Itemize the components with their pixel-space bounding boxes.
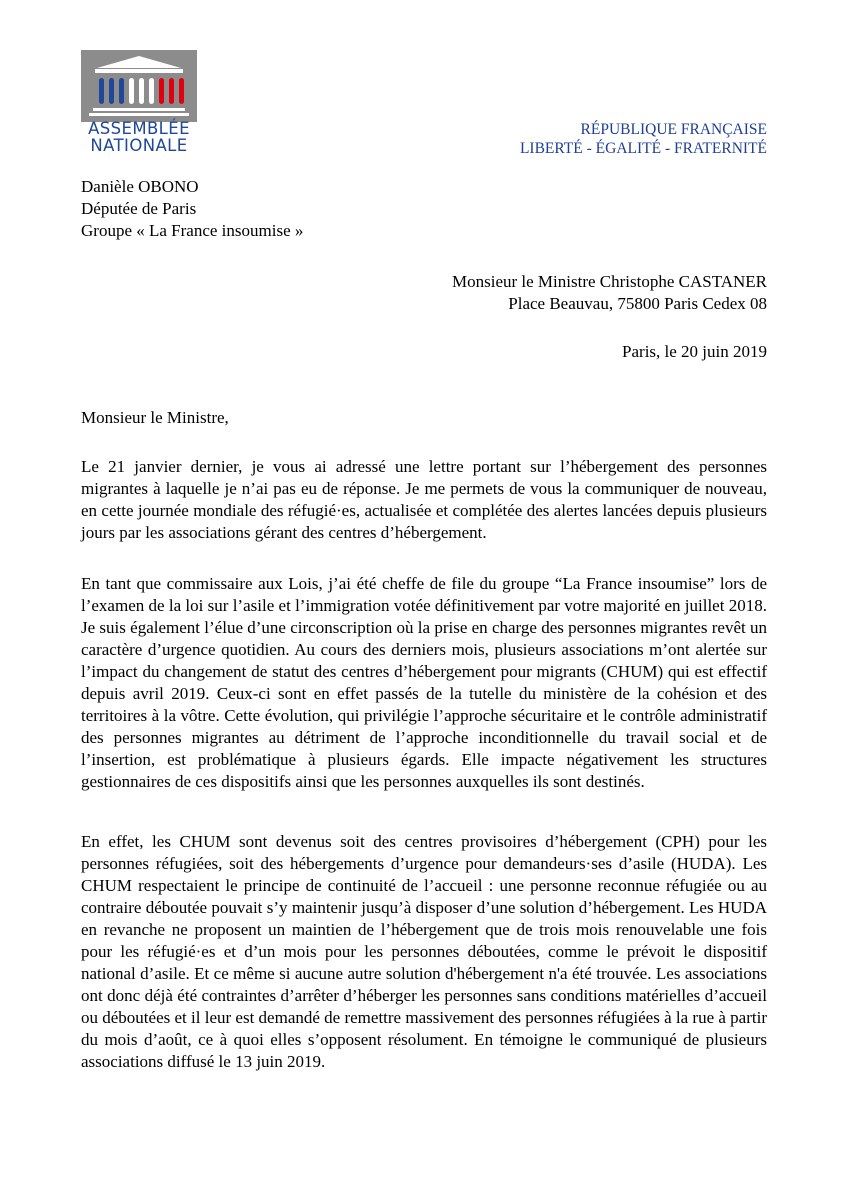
sender-name: Danièle OBONO (81, 177, 199, 196)
logo-line-2: NATIONALE (90, 136, 188, 155)
body-paragraph-1: Le 21 janvier dernier, je vous ai adressé une lettre portant sur l’hébergement des personnes migrantes à laquelle je n’ai pas eu de réponse. Je me permets de vous la communiquer de nouveau, en cette journée mondiale des réfugié·es, actualisée et complétée des alertes lancées depuis plusieurs jours par les associations gérant des centres d’hébergement. (81, 457, 767, 542)
salutation: Monsieur le Ministre, (81, 408, 229, 427)
body-paragraph-3: En effet, les CHUM sont devenus soit des centres provisoires d’hébergement (CPH) pour les personnes réfugiées, soit des hébergements d’urgence pour demandeurs·ses d’asile (HUDA). Les CHUM respectaient le principe de continuité de l’accueil : une personne reconnue réfugiée ou au contraire déboutée pouvait s’y maintenir jusqu’à disposer d’une solution d’hébergement. Les HUDA en revanche ne proposent un maintien de l’hébergement que de trois mois renouvelable une fois pour les réfugié·es et d’un mois pour les personnes déboutées, comme le prévoit le dispositif national d’asile. Et ce même si aucune autre solution d'hébergement n'a été trouvée. Les associations ont donc déjà été contraintes d’arrêter d’héberger les personnes sans conditions matérielles d’accueil ou déboutées et il leur est demandé de remettre massivement des personnes réfugiées à la rue à partir du mois d’août, ce à quoi elles s’opposent résolument. En témoigne le communiqué de plusieurs associations diffusé le 13 juin 2019. (81, 832, 767, 1071)
assemblee-emblem-icon (81, 50, 197, 122)
sender-block (81, 176, 303, 242)
recipient-block (452, 271, 767, 315)
republic-header (520, 120, 767, 158)
republic-title: RÉPUBLIQUE FRANÇAISE (580, 121, 767, 138)
recipient-name: Monsieur le Ministre Christophe CASTANER (451, 272, 767, 291)
recipient-address: Place Beauvau, 75800 Paris Cedex 08 (508, 294, 767, 313)
republic-motto: LIBERTÉ - ÉGALITÉ - FRATERNITÉ (519, 140, 767, 157)
logo-line-1: ASSEMBLÉE (88, 119, 190, 138)
assemblee-nationale-logo (81, 50, 197, 156)
body-paragraph-2: En tant que commissaire aux Lois, j’ai été cheffe de file du groupe “La France insoumise” lors de l’examen de la loi sur l’asile et l’immigration votée définitivement par votre majorité en juillet 2018. Je suis également l’élue d’une circonscription où la prise en charge des personnes migrantes revêt un caractère d’urgence quotidien. Au cours des derniers mois, plusieurs associations m’ont alertée sur l’impact du changement de statut des centres d’hébergement pour migrants (CHUM) qui est effectif depuis avril 2019. Ceux-ci sont en effet passés de la tutelle du ministère de la cohésion et des territoires à la vôtre. Cette évolution, qui privilégie l’approche sécuritaire et le contrôle administratif des personnes migrantes au détriment de l’approche inconditionnelle du travail social et de l’insertion, est problématique à plusieurs égards. Elle impacte négativement les structures gestionnaires de ces dispositifs ainsi que les personnes auxquelles ils sont destinés. (81, 574, 767, 791)
sender-group: Groupe « La France insoumise » (81, 221, 304, 240)
letter-date: Paris, le 20 juin 2019 (622, 342, 767, 361)
sender-role: Députée de Paris (81, 199, 197, 218)
